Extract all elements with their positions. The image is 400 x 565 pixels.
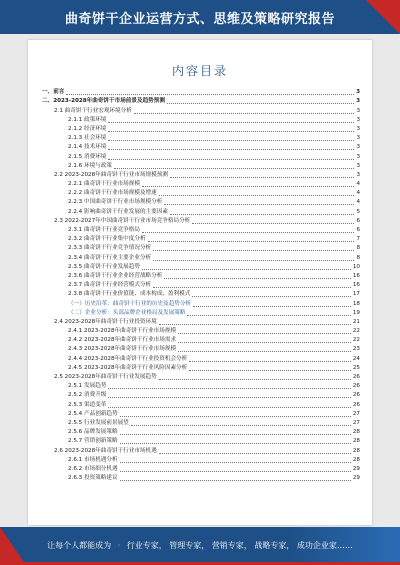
toc-entry[interactable] xyxy=(42,327,360,336)
toc-page-number: 3 xyxy=(356,98,360,105)
toc-leader-dots xyxy=(114,168,354,169)
toc-page-number: 27 xyxy=(352,419,360,426)
footer-slogan xyxy=(0,540,400,551)
toc-leader-dots xyxy=(187,315,350,316)
toc-entry-text: 2.6.3 投资策略建议 xyxy=(68,475,118,482)
toc-entry-text: 2.1.5 消费环境 xyxy=(68,153,107,160)
toc-page-number: 5 xyxy=(356,208,360,215)
toc-leader-dots xyxy=(120,443,351,444)
toc-leader-dots xyxy=(192,296,351,297)
toc-page-number: 26 xyxy=(352,383,360,390)
toc-leader-dots xyxy=(120,462,351,463)
toc-leader-dots xyxy=(167,103,354,104)
toc-entry-text: 2.5 2023-2028年曲奇饼干行业发展趋势 xyxy=(54,374,157,380)
footer-lead: 让每个人都能成为 xyxy=(47,541,112,550)
toc-leader-dots xyxy=(120,416,351,417)
toc-page-number: 22 xyxy=(352,337,360,344)
toc-entry[interactable] xyxy=(42,88,360,97)
toc-entry[interactable] xyxy=(42,281,360,290)
toc-page-number: 25 xyxy=(352,364,360,371)
toc-entry[interactable] xyxy=(42,171,360,180)
footer-item: 行业专家 xyxy=(126,541,159,550)
toc-entry[interactable] xyxy=(42,198,360,207)
toc-entry[interactable] xyxy=(42,162,360,171)
toc-entry-text: 2.1.2 经济环境 xyxy=(68,125,107,132)
toc-entry-text: 2.4 2023-2028年曲奇饼干行业投资环境 xyxy=(54,318,157,325)
toc-page-number: 29 xyxy=(352,465,360,472)
toc-leader-dots xyxy=(108,131,354,132)
toc-entry-text: 2.5.6 品牌发展策略 xyxy=(68,429,118,436)
toc-entry[interactable] xyxy=(42,152,360,161)
toc-leader-dots xyxy=(164,204,354,205)
toc-entry[interactable] xyxy=(42,419,360,428)
toc-leader-dots xyxy=(108,388,350,389)
toc-entry-text: 2.2.2 曲奇饼干行业市场规模及增速 xyxy=(68,190,157,197)
toc-page-number: 3 xyxy=(356,125,360,132)
toc-page-number: 18 xyxy=(352,300,360,307)
toc-page-number: 3 xyxy=(356,107,360,114)
toc-entry-text: 2.3.8 曲奇饼干行业价值链、成本构成、盈利模式 xyxy=(68,291,191,298)
toc-entry[interactable] xyxy=(42,116,360,125)
toc-entry-text: 2.5.3 渠道变革 xyxy=(68,401,107,408)
toc-entry-text: （一）历史沿革：曲奇饼干行业的历史及趋势分析 xyxy=(68,300,192,307)
toc-leader-dots xyxy=(189,361,351,362)
toc-entry-text: 2.4.2 2023-2028年曲奇饼干行业市场需求 xyxy=(68,337,177,344)
toc-leader-dots xyxy=(153,260,354,261)
toc-entry-text: 2.3.6 曲奇饼干行业企业经营战略分析 xyxy=(68,272,163,279)
toc-leader-dots xyxy=(159,195,355,196)
toc-entry-text: 2.1.3 社会环境 xyxy=(68,135,107,142)
toc-leader-dots xyxy=(159,379,351,380)
toc-leader-dots xyxy=(189,370,351,371)
toc-entry-text: 2.3.1 曲奇饼干行业竞争格局 xyxy=(68,227,140,233)
toc-entry[interactable] xyxy=(42,244,360,253)
toc-leader-dots xyxy=(134,113,355,114)
toc-entry[interactable] xyxy=(42,336,360,345)
toc-entry-text: 2.6 2023-2028年曲奇饼干行业市场机遇 xyxy=(54,447,157,454)
toc-page-number: 26 xyxy=(352,392,360,399)
toc-page-number: 29 xyxy=(352,475,360,482)
toc-page-number: 3 xyxy=(356,162,360,169)
toc-entry-text: 2.3 2022-2027年中国曲奇饼干行业市场竞争格局分析 xyxy=(54,217,191,224)
toc-page-number: 16 xyxy=(352,272,360,279)
footer-item: 营销专家 xyxy=(211,541,244,550)
toc-entry-text: 2.1.4 技术环境 xyxy=(68,144,107,151)
toc-leader-dots xyxy=(108,397,350,398)
toc-entry-text: 2.3.5 曲奇饼干行业发展趋势 xyxy=(68,263,140,270)
toc-entry[interactable] xyxy=(42,428,360,437)
toc-leader-dots xyxy=(66,94,354,95)
toc-leader-dots xyxy=(131,425,351,426)
toc-entry[interactable] xyxy=(42,143,360,152)
toc-entry[interactable] xyxy=(42,446,360,455)
toc-entry-text: 2.3.4 曲奇饼干行业主要企业分析 xyxy=(68,254,152,261)
toc-entry[interactable] xyxy=(42,217,360,226)
toc-entry[interactable] xyxy=(42,465,360,474)
toc-entry[interactable] xyxy=(42,189,360,198)
footer-banner xyxy=(0,527,400,565)
toc-page-number: 26 xyxy=(352,401,360,408)
toc-entry[interactable] xyxy=(42,263,360,272)
toc-leader-dots xyxy=(159,453,351,454)
toc-page-number: 16 xyxy=(352,282,360,289)
footer-comma: ， xyxy=(243,541,252,550)
toc-leader-dots xyxy=(148,241,355,242)
footer-separator: · xyxy=(117,541,121,550)
toc-page-number: 4 xyxy=(356,199,360,206)
toc-page-number: 6 xyxy=(356,217,360,224)
toc-leader-dots xyxy=(120,434,351,435)
toc-entry[interactable] xyxy=(42,345,360,354)
toc-page-number: 19 xyxy=(352,309,360,316)
toc-entry[interactable] xyxy=(42,354,360,363)
report-title: 曲奇饼干企业运营方式、思维及策略研究报告 xyxy=(64,12,335,27)
toc-page xyxy=(28,40,372,525)
toc-leader-dots xyxy=(193,306,351,307)
toc-entry-text: 2.4.3 2023-2028年曲奇饼干行业市场规模 xyxy=(68,346,177,353)
toc-page-number: 3 xyxy=(356,171,360,178)
toc-entry[interactable] xyxy=(42,290,360,299)
toc-leader-dots xyxy=(153,287,351,288)
toc-entry[interactable] xyxy=(42,235,360,244)
toc-entry-text: 2.2.4 影响曲奇饼干行业发展的主要因素 xyxy=(68,208,168,215)
toc-leader-dots xyxy=(159,324,351,325)
toc-page-number: 28 xyxy=(352,438,360,445)
toc-leader-dots xyxy=(178,342,351,343)
toc-entry-text: 2.5.2 消费升级 xyxy=(68,392,107,399)
toc-entry-text: 2.2.3 中国曲奇饼干行业市场规模分析 xyxy=(68,199,163,206)
toc-entry[interactable] xyxy=(42,391,360,400)
toc-page-number: 7 xyxy=(356,236,360,243)
toc-entry-text: 2.6.1 市场机遇分析 xyxy=(68,456,118,463)
toc-entry-text: 2.4.5 2023-2028年曲奇饼干行业风险因素分析 xyxy=(68,364,188,371)
footer-comma: ， xyxy=(286,541,295,550)
toc-entry[interactable] xyxy=(42,106,360,115)
toc-list xyxy=(42,88,360,483)
toc-page-number: 23 xyxy=(352,346,360,353)
toc-leader-dots xyxy=(142,186,354,187)
toc-entry[interactable] xyxy=(42,272,360,281)
toc-entry[interactable] xyxy=(42,410,360,419)
toc-entry-text: 2.1 曲奇饼干行业宏观环境分析 xyxy=(54,107,132,114)
toc-entry-text: 2.2 2023-2028年曲奇饼干行业市场规模预测 xyxy=(54,171,168,178)
toc-leader-dots xyxy=(170,214,355,215)
toc-entry[interactable] xyxy=(42,373,360,382)
toc-page-number: 28 xyxy=(352,456,360,463)
toc-page-number: 17 xyxy=(352,291,360,298)
toc-entry-text: 2.3.7 曲奇饼干行业经营模式分析 xyxy=(68,282,152,289)
toc-entry[interactable] xyxy=(42,134,360,143)
toc-entry[interactable] xyxy=(42,456,360,465)
toc-entry-text: 一、前言 xyxy=(42,89,65,96)
toc-leader-dots xyxy=(108,122,354,123)
toc-leader-dots xyxy=(164,278,351,279)
toc-entry-text: 2.5.4 产品创新趋势 xyxy=(68,410,118,417)
toc-leader-dots xyxy=(178,351,351,352)
toc-leader-dots xyxy=(108,140,354,141)
toc-page-number: 8 xyxy=(356,245,360,252)
footer-comma: ， xyxy=(201,541,210,550)
toc-leader-dots xyxy=(120,480,351,481)
footer-item: 管理专家 xyxy=(169,541,202,550)
toc-page-number: 3 xyxy=(356,89,360,96)
toc-entry-text: 2.1.6 环境与政策 xyxy=(68,162,112,169)
toc-page-number: 28 xyxy=(352,447,360,454)
toc-entry[interactable] xyxy=(42,299,360,308)
toc-entry[interactable] xyxy=(42,437,360,446)
toc-page-number: 27 xyxy=(352,410,360,417)
footer-item: 战略专家 xyxy=(254,541,287,550)
toc-entry-text: 2.6.2 市场细分机遇 xyxy=(68,465,118,472)
toc-page-number: 24 xyxy=(352,355,360,362)
toc-entry-text: 2.5.5 行业发展前景展望 xyxy=(68,419,129,426)
toc-page-number: 3 xyxy=(356,144,360,151)
footer-comma: ， xyxy=(158,541,167,550)
toc-leader-dots xyxy=(142,232,354,233)
toc-entry-text: 2.4.4 2023-2028年曲奇饼干行业投资机会分析 xyxy=(68,355,188,362)
toc-leader-dots xyxy=(192,223,354,224)
toc-leader-dots xyxy=(120,471,351,472)
toc-page-number: 4 xyxy=(356,190,360,197)
toc-entry[interactable] xyxy=(42,364,360,373)
toc-entry-text: 2.1.1 政策环境 xyxy=(68,116,107,123)
toc-entry-text: 2.5.1 发展趋势 xyxy=(68,383,107,390)
toc-entry[interactable] xyxy=(42,207,360,216)
toc-page-number: 4 xyxy=(356,181,360,188)
toc-entry-text: 2.4.1 2023-2028年曲奇饼干行业市场规模 xyxy=(68,328,177,335)
toc-entry[interactable] xyxy=(42,474,360,483)
toc-entry-text: 2.2.1 曲奇饼干行业市场规模 xyxy=(68,181,140,188)
toc-entry-text: （二）企业分析：头部品牌企业格局及发展策略 xyxy=(68,309,186,316)
toc-entry[interactable] xyxy=(42,97,360,106)
toc-page-number: 22 xyxy=(352,328,360,335)
footer-item: 成功企业家…… xyxy=(296,541,353,550)
toc-entry[interactable] xyxy=(42,318,360,327)
toc-leader-dots xyxy=(153,250,354,251)
toc-page-number: 21 xyxy=(352,318,360,325)
toc-entry-text: 2.3.3 曲奇饼干行业竞争情况分析 xyxy=(68,245,152,252)
toc-page-number: 6 xyxy=(356,227,360,233)
toc-entry-text: 二、2023-2028年曲奇饼干市场前景及趋势预测 xyxy=(42,98,165,105)
toc-page-number: 3 xyxy=(356,153,360,160)
toc-entry[interactable] xyxy=(42,180,360,189)
toc-leader-dots xyxy=(108,407,350,408)
toc-entry[interactable] xyxy=(42,400,360,409)
toc-heading: 内容目录 xyxy=(171,64,228,78)
toc-leader-dots xyxy=(142,269,351,270)
toc-leader-dots xyxy=(108,159,354,160)
toc-entry[interactable] xyxy=(42,125,360,134)
toc-page-number: 3 xyxy=(356,135,360,142)
toc-leader-dots xyxy=(170,177,355,178)
report-header-banner xyxy=(0,0,400,34)
toc-page-number: 3 xyxy=(356,116,360,123)
toc-leader-dots xyxy=(108,149,354,150)
toc-entry[interactable] xyxy=(42,253,360,262)
toc-entry[interactable] xyxy=(42,226,360,235)
toc-page-number: 26 xyxy=(352,374,360,380)
toc-page-number: 8 xyxy=(356,254,360,261)
toc-entry-text: 2.3.2 曲奇饼干行业集中度分析 xyxy=(68,236,146,243)
toc-page-number: 10 xyxy=(352,263,360,270)
toc-page-number: 28 xyxy=(352,429,360,436)
toc-leader-dots xyxy=(178,333,351,334)
toc-entry-text: 2.5.7 营销创新策略 xyxy=(68,438,118,445)
toc-entry[interactable] xyxy=(42,309,360,318)
toc-entry[interactable] xyxy=(42,382,360,391)
